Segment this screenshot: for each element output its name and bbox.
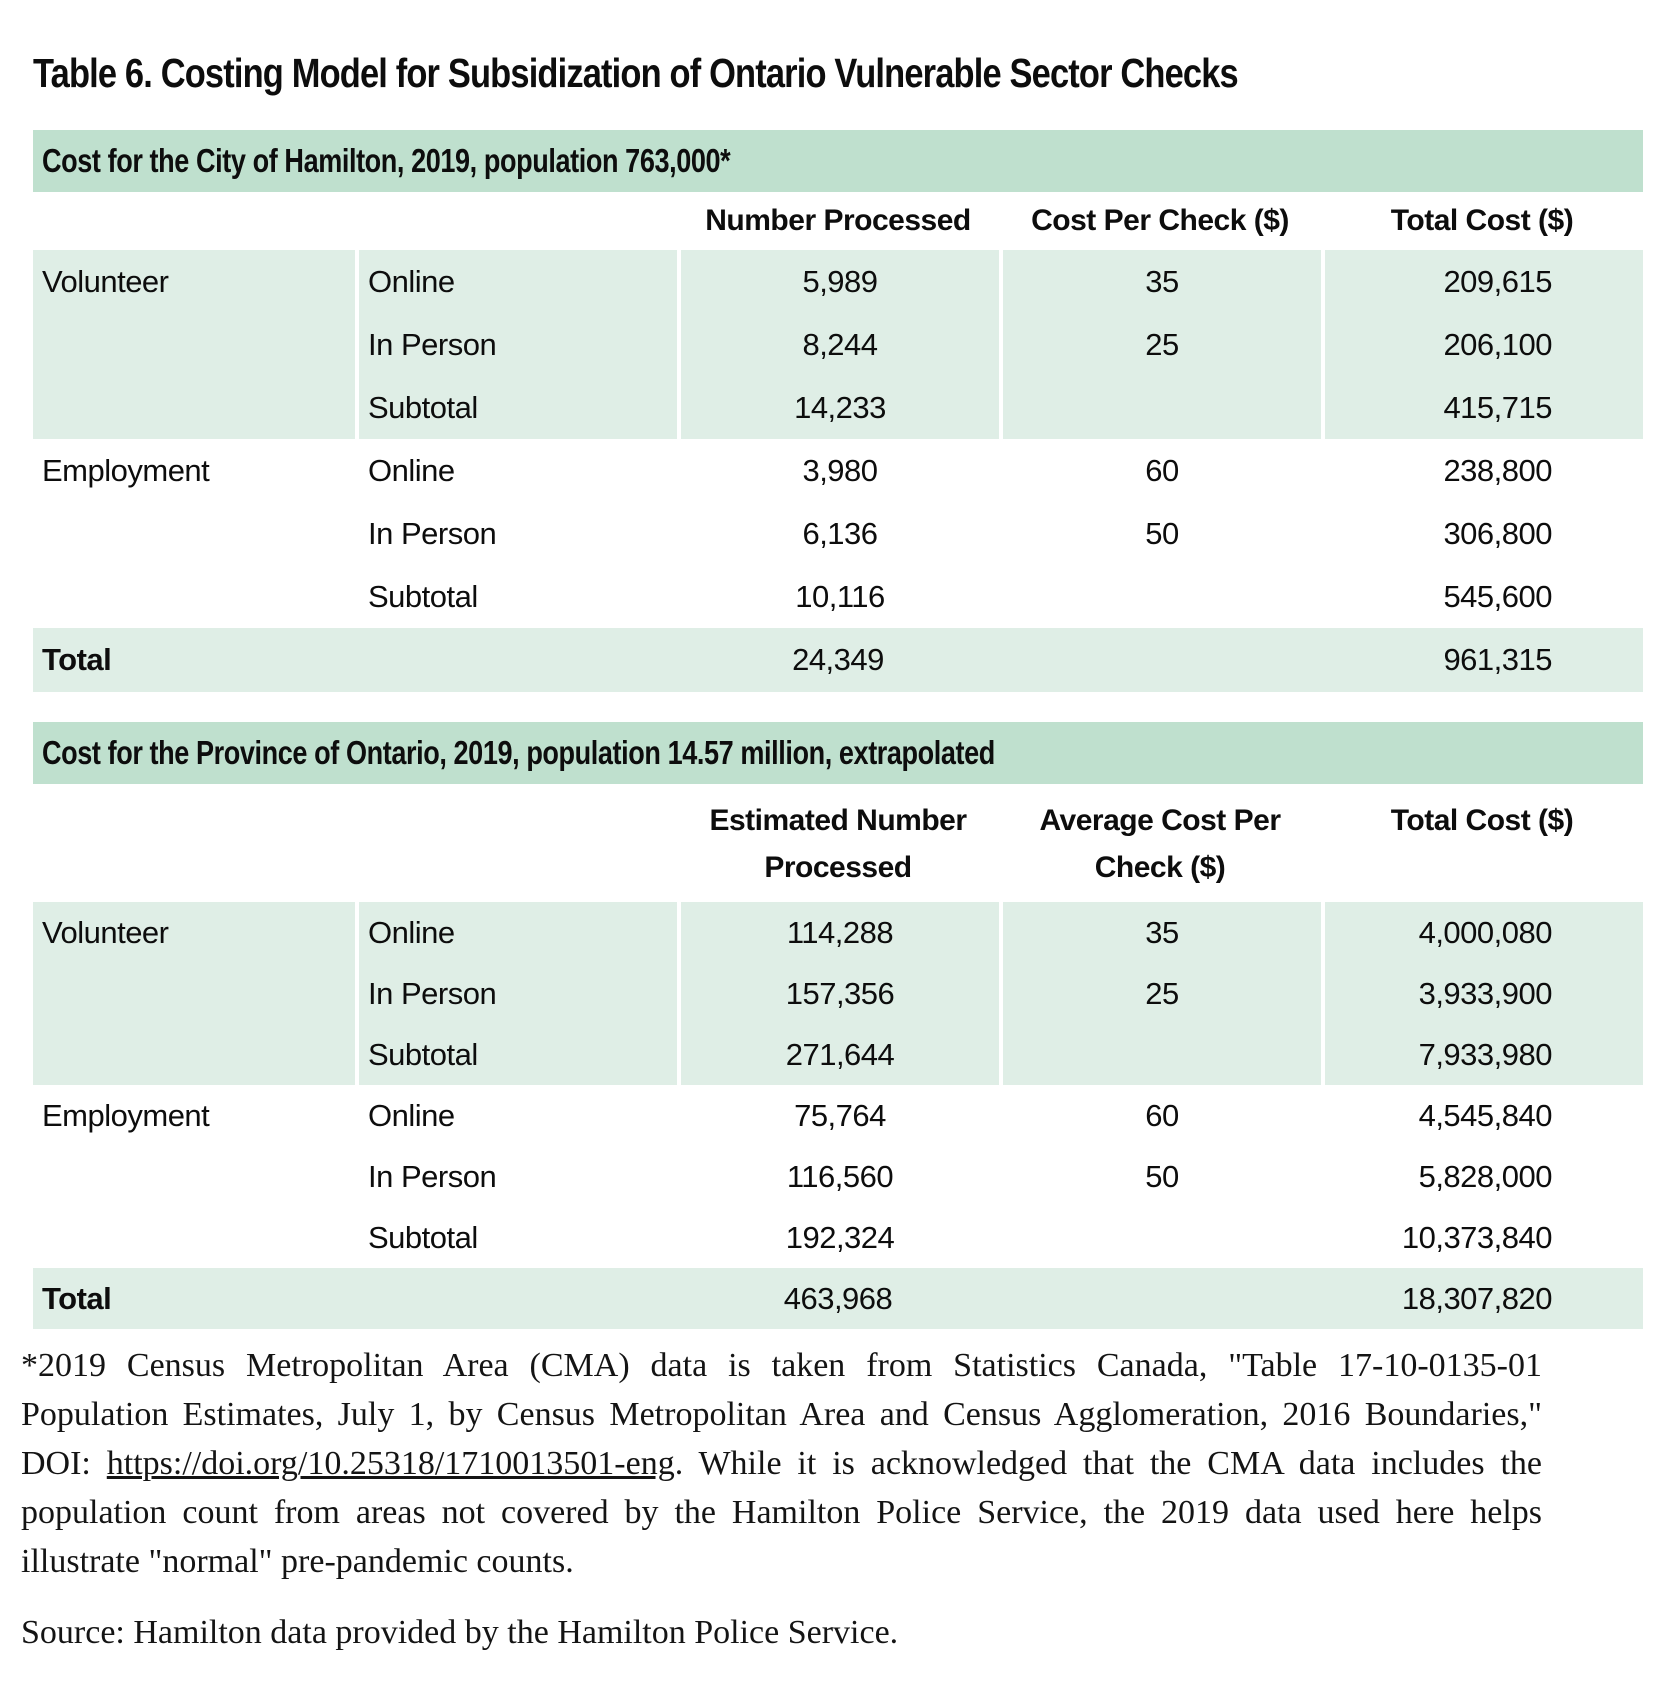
mode-cell: In Person xyxy=(355,963,677,1024)
table-row xyxy=(33,1085,1643,1146)
mode-cell: In Person xyxy=(355,313,677,376)
source-note: Source: Hamilton data provided by the Hamilton Police Service. xyxy=(21,1614,899,1651)
category-cell: Volunteer xyxy=(33,250,355,313)
total-cost-cell: 10,373,840 xyxy=(1321,1207,1643,1268)
mode-cell: Subtotal xyxy=(355,376,677,439)
table-row xyxy=(33,1146,1643,1207)
cost-per-check-cell xyxy=(999,565,1321,628)
mode-cell: Subtotal xyxy=(355,1024,677,1085)
total-cost-cell: 961,315 xyxy=(1321,628,1643,692)
table-row xyxy=(33,502,1643,565)
total-cost-cell: 306,800 xyxy=(1321,502,1643,565)
empty-header-cell xyxy=(355,784,677,902)
column-header-cost-per-check: Cost Per Check ($) xyxy=(1031,204,1289,237)
number-processed-cell: 75,764 xyxy=(677,1085,999,1146)
header-row xyxy=(33,784,1643,902)
mode-cell: In Person xyxy=(355,502,677,565)
mode-cell: In Person xyxy=(355,1146,677,1207)
total-cost-cell: 238,800 xyxy=(1321,439,1643,502)
empty-header-cell xyxy=(355,192,677,250)
cost-per-check-cell: 35 xyxy=(999,250,1321,313)
table-row xyxy=(33,250,1643,313)
table-row xyxy=(33,565,1643,628)
number-processed-cell: 114,288 xyxy=(677,902,999,963)
number-processed-cell: 14,233 xyxy=(677,376,999,439)
category-cell xyxy=(33,1024,355,1085)
table-row xyxy=(33,1207,1643,1268)
number-processed-cell: 271,644 xyxy=(677,1024,999,1085)
section-band-ontario-label: Cost for the Province of Ontario, 2019, population 14.57 million, extrapolated xyxy=(42,734,995,771)
number-processed-cell: 24,349 xyxy=(677,628,999,692)
mode-cell: Online xyxy=(355,1085,677,1146)
footnote xyxy=(21,1341,1542,1586)
total-cost-cell: 3,933,900 xyxy=(1321,963,1643,1024)
table-title-text: Table 6. Costing Model for Subsidization of Ontario Vulnerable Sector Checks xyxy=(33,50,1238,96)
category-cell xyxy=(33,313,355,376)
footnote-text-before-link: *2019 Census Metropolitan Area (CMA) data is taken from Statistics Canada, "Table 17-10-0135-01 Population Estimates, July 1, by Census Metropolitan Area and Census Agglomeration, 2016 Boundaries," DOI: xyxy=(21,1347,1542,1482)
table-row xyxy=(33,1024,1643,1085)
table-row xyxy=(33,376,1643,439)
column-header-total-cost: Total Cost ($) xyxy=(1390,804,1574,837)
total-cost-cell: 18,307,820 xyxy=(1321,1268,1643,1329)
total-cost-cell: 7,933,980 xyxy=(1321,1024,1643,1085)
number-processed-cell: 116,560 xyxy=(677,1146,999,1207)
number-processed-cell: 8,244 xyxy=(677,313,999,376)
mode-cell: Subtotal xyxy=(355,1207,677,1268)
section-band-hamilton-label: Cost for the City of Hamilton, 2019, population 763,000* xyxy=(42,142,731,179)
table-row xyxy=(33,313,1643,376)
mode-cell: Subtotal xyxy=(355,565,677,628)
cost-per-check-cell: 50 xyxy=(999,502,1321,565)
mode-cell: Online xyxy=(355,902,677,963)
column-header-number-processed: Number Processed xyxy=(705,204,971,237)
category-cell xyxy=(33,502,355,565)
cost-per-check-cell: 60 xyxy=(999,1085,1321,1146)
number-processed-cell: 463,968 xyxy=(677,1268,999,1329)
table-row xyxy=(33,902,1643,963)
mode-cell xyxy=(355,1268,677,1329)
column-header-estimated-number: Estimated Number Processed xyxy=(709,804,967,884)
section-band-hamilton xyxy=(33,130,1643,192)
mode-cell xyxy=(355,628,677,692)
category-cell xyxy=(33,963,355,1024)
footnote-text-after-link: . While it is acknowledged that the CMA data includes the population count from areas not covered by the Hamilton Police Service, the 2019 data used here helps illustrate "normal" pre-pandemic counts. xyxy=(21,1445,1542,1580)
mode-cell: Online xyxy=(355,439,677,502)
mode-cell: Online xyxy=(355,250,677,313)
cost-per-check-cell: 60 xyxy=(999,439,1321,502)
total-cost-cell: 4,545,840 xyxy=(1321,1085,1643,1146)
column-header-average-cost: Average Cost Per Check ($) xyxy=(1039,804,1281,884)
column-header-total-cost: Total Cost ($) xyxy=(1390,204,1574,237)
total-cost-cell: 4,000,080 xyxy=(1321,902,1643,963)
total-cost-cell: 209,615 xyxy=(1321,250,1643,313)
cost-per-check-cell xyxy=(999,1207,1321,1268)
category-cell xyxy=(33,1146,355,1207)
total-cost-cell: 206,100 xyxy=(1321,313,1643,376)
total-row xyxy=(33,628,1643,692)
cost-per-check-cell: 25 xyxy=(999,313,1321,376)
category-cell: Employment xyxy=(42,1097,210,1133)
table-row xyxy=(33,963,1643,1024)
empty-header-cell xyxy=(33,192,355,250)
number-processed-cell: 5,989 xyxy=(677,250,999,313)
total-cost-cell: 545,600 xyxy=(1321,565,1643,628)
category-cell xyxy=(33,376,355,439)
doi-link[interactable]: https://doi.org/10.25318/1710013501-eng xyxy=(106,1445,675,1482)
category-cell xyxy=(33,565,355,628)
category-cell: Volunteer xyxy=(33,902,355,963)
cost-table-ontario xyxy=(33,784,1643,1329)
total-cost-cell: 415,715 xyxy=(1321,376,1643,439)
number-processed-cell: 157,356 xyxy=(677,963,999,1024)
number-processed-cell: 6,136 xyxy=(677,502,999,565)
cost-per-check-cell xyxy=(999,376,1321,439)
number-processed-cell: 192,324 xyxy=(677,1207,999,1268)
number-processed-cell: 10,116 xyxy=(677,565,999,628)
number-processed-cell: 3,980 xyxy=(677,439,999,502)
cost-per-check-cell: 25 xyxy=(999,963,1321,1024)
cost-table-hamilton xyxy=(33,192,1643,692)
cost-per-check-cell xyxy=(999,1268,1321,1329)
cost-per-check-cell: 35 xyxy=(999,902,1321,963)
category-cell xyxy=(33,1207,355,1268)
table-title xyxy=(33,50,1467,97)
cost-per-check-cell xyxy=(999,628,1321,692)
section-band-ontario xyxy=(33,722,1643,784)
total-label-cell: Total xyxy=(33,1268,355,1329)
total-label-cell: Total xyxy=(33,628,355,692)
header-row xyxy=(33,192,1643,250)
category-cell: Employment xyxy=(42,452,210,488)
total-row xyxy=(33,1268,1643,1329)
empty-header-cell xyxy=(33,784,355,902)
total-cost-cell: 5,828,000 xyxy=(1321,1146,1643,1207)
cost-per-check-cell: 50 xyxy=(999,1146,1321,1207)
cost-per-check-cell xyxy=(999,1024,1321,1085)
table-row xyxy=(33,439,1643,502)
